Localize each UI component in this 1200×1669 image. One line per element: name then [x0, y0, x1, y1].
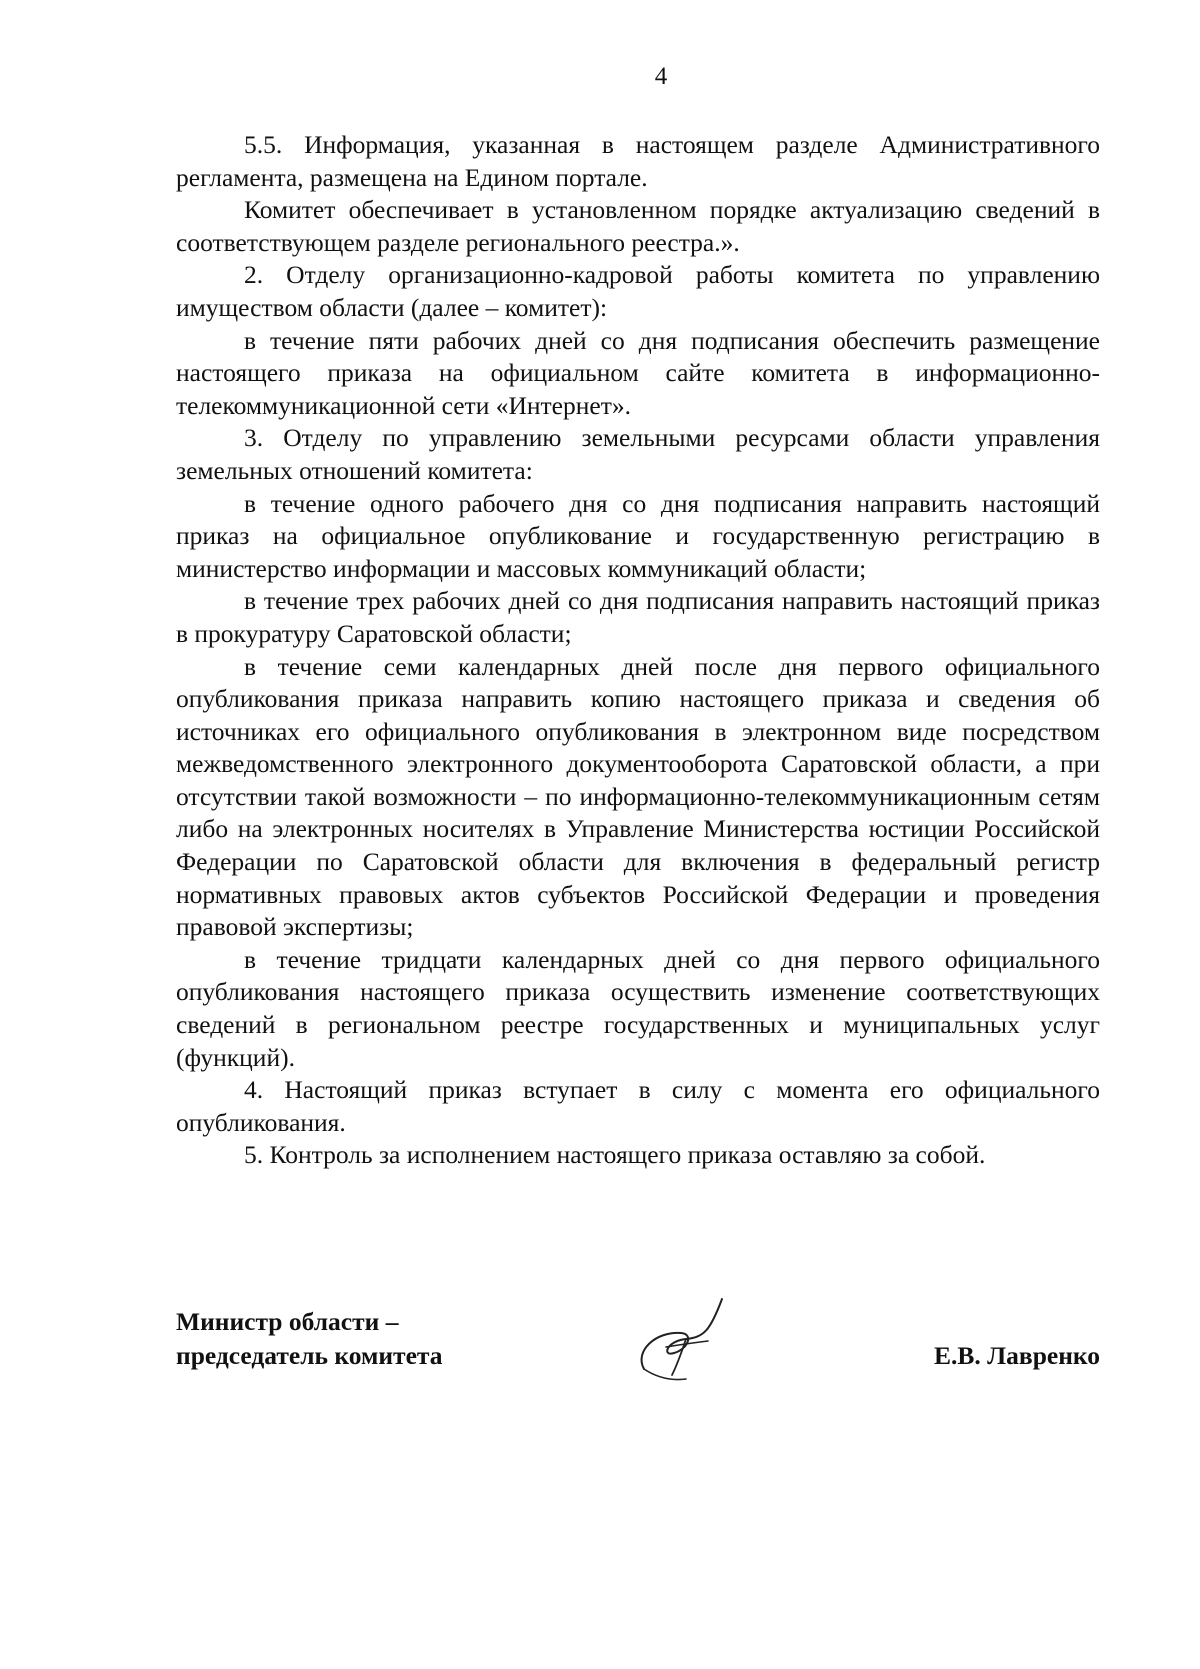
paragraph-item-3-prosecutor: в течение трех рабочих дней со дня подписания направить настоящий приказ в прокуратуру Саратовской области;: [176, 586, 1100, 648]
paragraph-item-5: 5. Контроль за исполнением настоящего приказа оставляю за собой.: [244, 1140, 986, 1170]
paragraph-item-2: 2. Отделу организационно-кадровой работы комитета по управлению имуществом области (далее – комитет):: [176, 260, 1100, 322]
document-body: [176, 129, 1100, 1172]
paragraph-item-3-registry-change: в течение тридцати календарных дней со дня первого официального опубликования настоящего приказа осуществить изменение соответствующих сведений в региональном реестре государственных и муниципальных услуг (функций).: [176, 944, 1100, 1072]
paragraph-item-3: 3. Отделу по управлению земельными ресурсами области управления земельных отношений комитета:: [176, 423, 1100, 485]
signatory-title: [176, 1305, 442, 1373]
signatory-title-line-1: Министр области –: [176, 1307, 399, 1336]
paragraph-item-3-publication: в течение одного рабочего дня со дня подписания направить настоящий приказ на официальное опубликование и государственную регистрацию в министерство информации и массовых коммуникаций области;: [176, 488, 1100, 583]
page-number: 4: [654, 63, 668, 90]
handwritten-signature: [626, 1291, 746, 1391]
paragraph-item-2-publish-site: в течение пяти рабочих дней со дня подписания обеспечить размещение настоящего приказа на официальном сайте комитета в информационно-телекоммуникационной сети «Интернет».: [176, 325, 1100, 420]
paragraph-registry-update: Комитет обеспечивает в установленном порядке актуализацию сведений в соответствующем разделе регионального реестра.».: [176, 195, 1100, 257]
signature-block: [176, 1305, 1100, 1415]
paragraph-5-5: 5.5. Информация, указанная в настоящем разделе Административного регламента, размещена на Едином портале.: [176, 130, 1100, 192]
signatory-title-line-2: председатель комитета: [176, 1341, 443, 1370]
paragraph-item-3-ministry-justice: в течение семи календарных дней после дня первого официального опубликования приказа направить копию настоящего приказа и сведения об источниках его официального опубликования в электронном виде посредством межведомственного электронного документооборота Саратовской области, а при отсутствии такой возможности – по информационно-телекоммуникационным сетям либо на электронных носителях в Управление Министерства юстиции Российской Федерации по Саратовской области для включения в федеральный регистр нормативных правовых актов субъектов Российской Федерации и проведения правовой экспертизы;: [176, 651, 1100, 942]
paragraph-item-4: 4. Настоящий приказ вступает в силу с момента его официального опубликования.: [176, 1075, 1100, 1137]
signatory-name: Е.В. Лавренко: [934, 1341, 1100, 1370]
